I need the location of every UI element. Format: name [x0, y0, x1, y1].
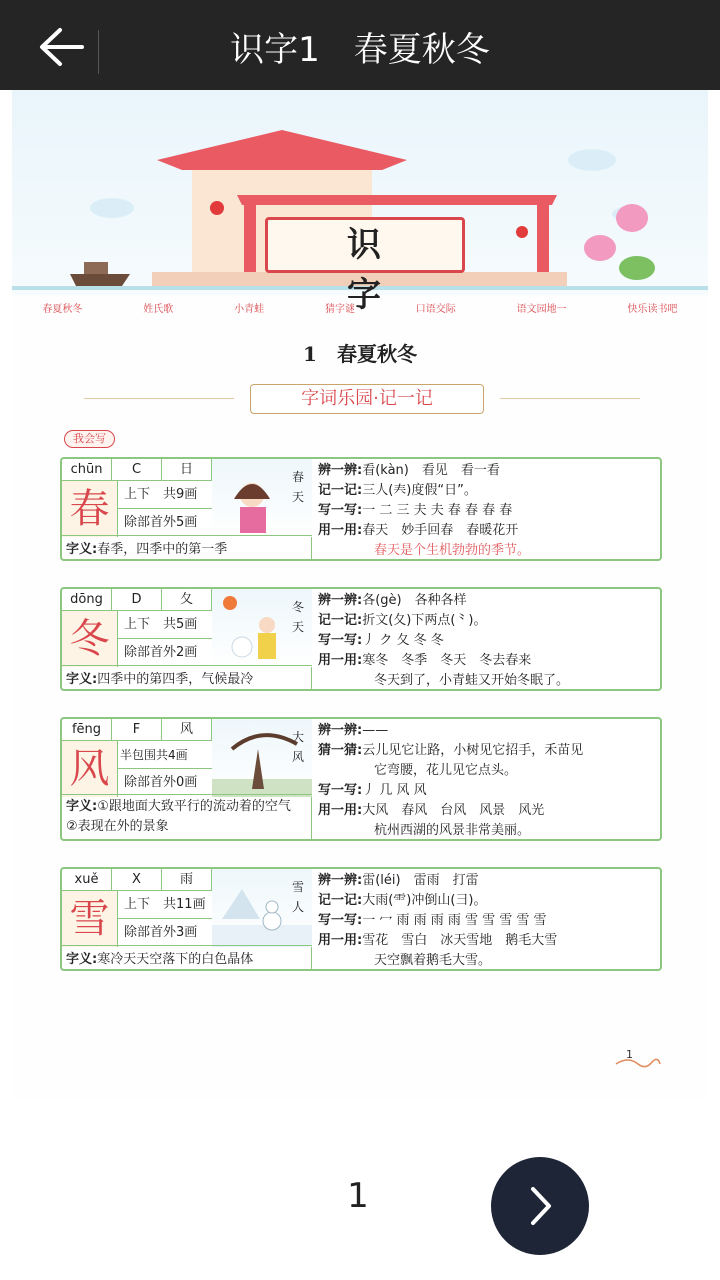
meaning-label: 字义:: [66, 672, 98, 687]
next-page-button[interactable]: [491, 1157, 589, 1255]
section-rule-left: [84, 398, 234, 399]
character-card-dong: [60, 587, 662, 691]
radical-char: 风: [162, 719, 212, 740]
card-line: [318, 541, 656, 561]
chapter-item: 猜字谜: [324, 304, 355, 315]
picture-label: 雪人: [292, 880, 305, 914]
line-text: 雷(léi) 雷雨 打雷: [362, 873, 479, 888]
line-text: 折文(夂)下两点(⺀)。: [362, 613, 487, 628]
line-text: 云儿见它让路，小树见它招手，禾苗见: [362, 743, 584, 758]
card-line: [318, 781, 656, 801]
radical-strokes: 除部首外2画: [124, 645, 198, 660]
structure-strokes: [118, 611, 212, 639]
meaning-text: [62, 794, 312, 839]
pinyin-row: [62, 459, 212, 481]
radical-strokes: 除部首外5画: [124, 515, 198, 530]
line-text: 寒冬 冬季 冬天 冬去春来: [362, 653, 532, 668]
chapter-item: 语文园地一: [516, 304, 567, 315]
line-text: 丿 ク 夂 冬 冬: [362, 633, 444, 648]
card-line: [318, 461, 656, 481]
line-text: ——: [362, 723, 389, 738]
pinyin: chūn: [62, 459, 112, 480]
chapter-item: 快乐读书吧: [627, 304, 678, 315]
structure: 上下: [124, 617, 151, 632]
line-label: 用一用:: [318, 803, 363, 818]
strokes: 共11画: [163, 897, 206, 912]
chevron-right-icon: [491, 1157, 589, 1255]
line-label: 记一记:: [318, 613, 363, 628]
picture-label: 大风: [292, 730, 305, 764]
card-line: [318, 821, 656, 841]
line-label: 写一写:: [318, 633, 363, 648]
pinyin-row: [62, 719, 212, 741]
line-text: 一 冖 雨 雨 雨 雨 雪 雪 雪 雪 雪: [362, 913, 547, 928]
structure-strokes: [118, 741, 212, 769]
swirl-ornament-icon: [614, 1052, 664, 1072]
card-left-panel: [62, 589, 312, 689]
textbook-page-image: [12, 90, 708, 1100]
card-right-panel: [318, 721, 656, 841]
illustration-image: [212, 459, 312, 537]
radical-char: 夂: [162, 589, 212, 610]
banner-title: 识 字: [265, 217, 465, 273]
card-line: [318, 651, 656, 671]
line-label: 辨一辨:: [318, 723, 363, 738]
line-text: 大雨(⻗)冲倒山(彐)。: [362, 893, 487, 908]
card-right-panel: [318, 871, 656, 971]
card-line: [318, 761, 656, 781]
picture-label: 冬天: [292, 600, 305, 634]
card-left-panel: [62, 869, 312, 969]
line-text: 春天是个生机勃勃的季节。: [374, 543, 531, 558]
line-text: 各(gè) 各种各样: [362, 593, 467, 608]
line-text: 它弯腰，花儿见它点头。: [374, 763, 518, 778]
strokes: 共5画: [163, 617, 198, 632]
structure-strokes: [118, 891, 212, 919]
section-heading: 字词乐园·记一记: [250, 384, 484, 414]
page-number-ornament: [614, 1048, 664, 1068]
page-number: 1: [626, 1048, 633, 1061]
card-line: [318, 931, 656, 951]
line-text: 天空飘着鹅毛大雪。: [374, 953, 492, 968]
big-character: 雪: [62, 891, 118, 947]
radical-strokes: 除部首外3画: [124, 925, 198, 940]
card-line: [318, 741, 656, 761]
card-left-panel: [62, 459, 312, 559]
line-label: 写一写:: [318, 783, 363, 798]
top-bar: [0, 0, 720, 90]
line-text: 看(kàn) 看见 看一看: [362, 463, 500, 478]
card-line: [318, 891, 656, 911]
chapter-item: 口语交际: [415, 304, 456, 315]
pinyin-row: [62, 869, 212, 891]
structure: 上下: [124, 487, 151, 502]
meaning-body: 四季中的第四季，气候最冷: [97, 672, 254, 687]
line-label: 猜一猜:: [318, 743, 363, 758]
pinyin: dōng: [62, 589, 112, 610]
line-label: 用一用:: [318, 933, 363, 948]
structure: 半包围: [120, 748, 157, 762]
card-line: [318, 521, 656, 541]
card-line: [318, 611, 656, 631]
meaning-body: ①跟地面大致平行的流动着的空气 ②表现在外的景象: [66, 799, 304, 834]
pinyin: xuě: [62, 869, 112, 890]
line-text: 丿 几 风 风: [362, 783, 427, 798]
card-line: [318, 501, 656, 521]
line-text: 雪花 雪白 冰天雪地 鹅毛大雪: [362, 933, 558, 948]
illustration-image: [212, 719, 312, 797]
character-card-xue: [60, 867, 662, 971]
illustration-image: [212, 869, 312, 947]
radical-char: 日: [162, 459, 212, 480]
meaning-label: 字义:: [66, 952, 98, 967]
card-line: [318, 591, 656, 611]
line-text: 一 二 三 夫 夫 春 春 春 春: [362, 503, 513, 518]
card-line: [318, 911, 656, 931]
card-line: [318, 721, 656, 741]
line-label: 记一记:: [318, 483, 363, 498]
card-line: [318, 951, 656, 971]
chapter-item: 小青蛙: [234, 304, 265, 315]
line-text: 杭州西湖的风景非常美丽。: [374, 823, 531, 838]
line-label: 辨一辨:: [318, 873, 363, 888]
chapter-item: 春夏秋冬: [42, 304, 83, 315]
meaning-text: [62, 665, 312, 689]
pinyin: fēng: [62, 719, 112, 740]
line-label: 辨一辨:: [318, 593, 363, 608]
line-label: 写一写:: [318, 503, 363, 518]
line-text: 大风 春风 台风 风景 风光: [362, 803, 545, 818]
line-label: 用一用:: [318, 653, 363, 668]
lesson-title: 1 春夏秋冬: [303, 342, 417, 366]
strokes: 共9画: [163, 487, 198, 502]
meaning-body: 寒冷天天空落下的白色晶体: [97, 952, 254, 967]
radical-strokes: 除部首外0画: [124, 775, 198, 790]
card-line: [318, 801, 656, 821]
line-label: 辨一辨:: [318, 463, 363, 478]
card-left-panel: [62, 719, 312, 839]
strokes: 共4画: [156, 748, 188, 762]
card-line: [318, 481, 656, 501]
radical-char: 雨: [162, 869, 212, 890]
meaning-text: [62, 535, 312, 559]
write-tag: 我会写: [64, 430, 115, 448]
line-label: 写一写:: [318, 913, 363, 928]
line-text: 三人(𡗗)度假“日”。: [362, 483, 477, 498]
chapter-item: 姓氏歌: [143, 304, 174, 315]
character-card-chun: [60, 457, 662, 561]
card-right-panel: [318, 591, 656, 691]
meaning-label: 字义:: [66, 542, 98, 557]
picture-label: 春天: [292, 470, 305, 504]
big-character: 风: [62, 741, 118, 797]
meaning-body: 春季，四季中的第一季: [97, 542, 228, 557]
letter: X: [112, 869, 162, 890]
card-line: [318, 871, 656, 891]
page-title: 识字1 春夏秋冬: [230, 30, 490, 70]
line-label: 记一记:: [318, 893, 363, 908]
chapter-list: [12, 300, 708, 315]
character-card-feng: [60, 717, 662, 841]
big-character: 春: [62, 481, 118, 537]
letter: C: [112, 459, 162, 480]
card-line: [318, 631, 656, 651]
letter: F: [112, 719, 162, 740]
card-right-panel: [318, 461, 656, 561]
pinyin-row: [62, 589, 212, 611]
line-text: 冬天到了，小青蛙又开始冬眠了。: [374, 673, 570, 688]
card-line: [318, 671, 656, 691]
illustration-image: [212, 589, 312, 667]
line-label: 用一用:: [318, 523, 363, 538]
current-page-number: 1: [347, 1176, 369, 1216]
structure-strokes: [118, 481, 212, 509]
line-text: 春天 妙手回春 春暖花开: [362, 523, 519, 538]
meaning-text: [62, 945, 312, 969]
structure: 上下: [124, 897, 151, 912]
big-character: 冬: [62, 611, 118, 667]
meaning-label: 字义:: [66, 799, 98, 814]
section-rule-right: [500, 398, 640, 399]
letter: D: [112, 589, 162, 610]
